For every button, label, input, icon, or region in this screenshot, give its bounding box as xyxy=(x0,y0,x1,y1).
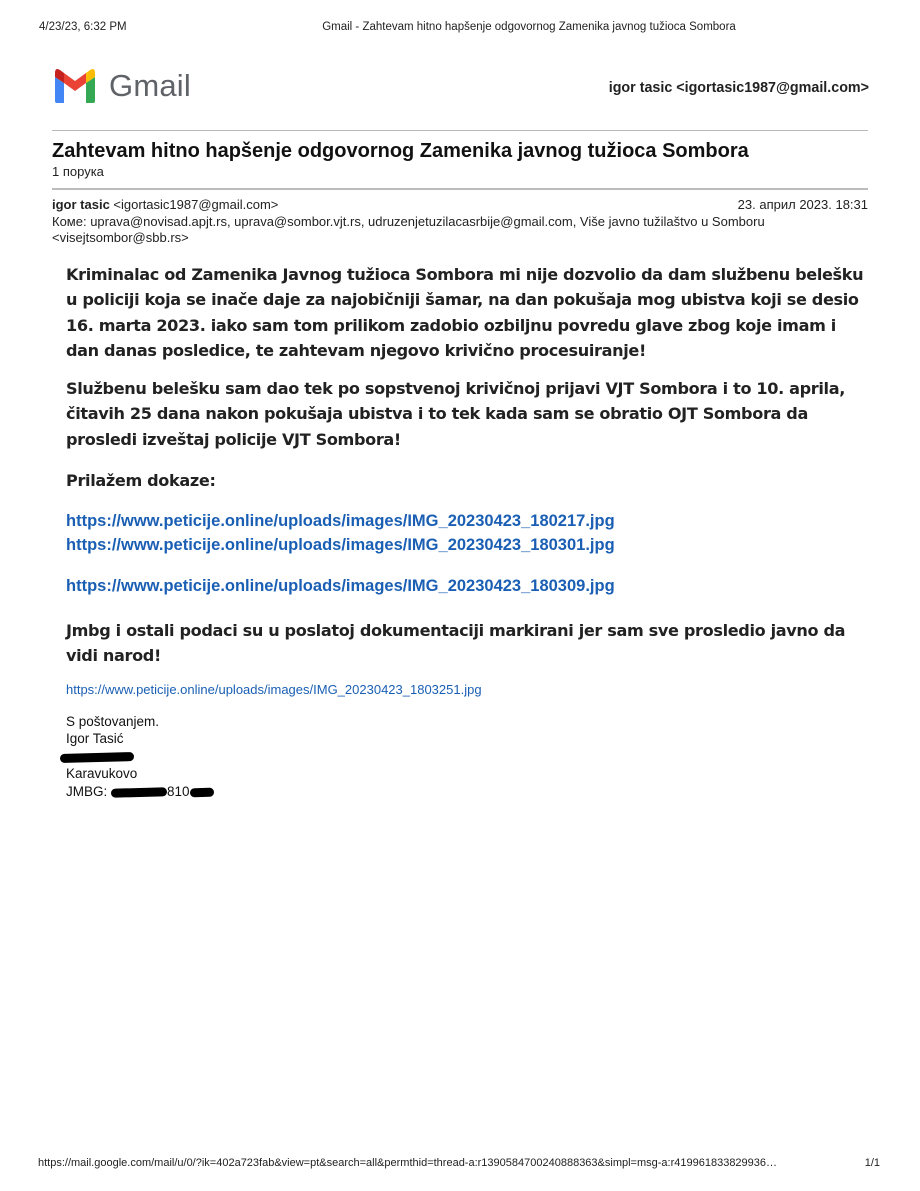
redacted-line xyxy=(66,748,214,765)
signature xyxy=(66,713,214,800)
gmail-m-icon xyxy=(52,68,98,104)
body-paragraph: Jmbg i ostali podaci su u poslatoj dokumentaciji markirani jer sam sve prosledio javno da vidi narod! xyxy=(66,621,846,666)
gmail-wordmark: Gmail xyxy=(109,68,191,103)
evidence-link[interactable]: https://www.peticije.online/uploads/images/IMG_20230423_180301.jpg xyxy=(66,536,615,554)
sender-name: igor tasic xyxy=(52,197,110,212)
signature-name: Igor Tasić xyxy=(66,731,124,747)
redaction-mark xyxy=(60,752,134,763)
recipients: Коме: uprava@novisad.apjt.rs, uprava@sombor.vjt.rs, udruzenjetuzilacasrbije@gmail.com, Više javno tužilaštvo u Somboru xyxy=(52,213,765,229)
evidence-link[interactable]: https://www.peticije.online/uploads/images/IMG_20230423_180217.jpg xyxy=(66,512,615,530)
thread-subject: Zahtevam hitno hapšenje odgovornog Zamenika javnog tužioca Sombora xyxy=(52,140,749,162)
jmbg-label: JMBG: xyxy=(66,783,108,799)
print-datetime: 4/23/23, 6:32 PM xyxy=(39,21,127,33)
signature-jmbg xyxy=(66,783,214,800)
signature-town: Karavukovo xyxy=(66,766,138,782)
signature-greeting: S poštovanjem. xyxy=(66,714,160,729)
message-date: 23. април 2023. 18:31 xyxy=(737,197,868,212)
divider xyxy=(52,130,868,131)
jmbg-visible: 810 xyxy=(167,783,190,799)
sender-email: <igortasic1987@gmail.com> xyxy=(113,197,279,212)
print-title: Gmail - Zahtevam hitno hapšenje odgovornog Zamenika javnog tužioca Sombora xyxy=(322,21,736,33)
evidence-link-small[interactable]: https://www.peticije.online/uploads/images/IMG_20230423_1803251.jpg xyxy=(66,682,482,697)
evidence-link[interactable]: https://www.peticije.online/uploads/images/IMG_20230423_180309.jpg xyxy=(66,577,615,595)
redaction-mark xyxy=(189,787,213,797)
message-meta xyxy=(52,197,868,247)
print-header xyxy=(0,21,920,35)
page-number: 1/1 xyxy=(864,1157,880,1169)
message-count: 1 порука xyxy=(52,164,104,179)
body-paragraph: Prilažem dokaze: xyxy=(66,471,216,490)
account-label: igor tasic <igortasic1987@gmail.com> xyxy=(608,80,869,96)
recipients-cont: <visejtsombor@sbb.rs> xyxy=(52,230,189,245)
divider xyxy=(52,188,868,190)
print-url: https://mail.google.com/mail/u/0/?ik=402a723fab&view=pt&search=all&permthid=thread-a:r1390584700240888363&simpl=msg-a:r419961833829936… xyxy=(38,1157,778,1169)
body-paragraph: Službenu belešku sam dao tek po sopstvenoj krivičnoj prijavi VJT Sombora i to 10. aprila, čitavih 25 dana nakon pokušaja ubistva i to tek kada sam se obratio OJT Sombora da prosledi izveštaj policije VJT Sombora! xyxy=(66,379,845,449)
body-paragraph: Kriminalac od Zamenika Javnog tužioca Sombora mi nije dozvolio da dam službenu belešku u policiji koja se inače daje za najobičniji šamar, na dan pokušaja mog ubistva koji se desio 16. marta 2023. iako sam tom prilikom zadobio ozbiljnu povredu glave zbog koje imam i dan danas posledice, te zahtevam njegovo krivično procesuiranje! xyxy=(66,265,864,360)
redaction-mark xyxy=(111,787,167,797)
gmail-logo xyxy=(52,67,192,105)
